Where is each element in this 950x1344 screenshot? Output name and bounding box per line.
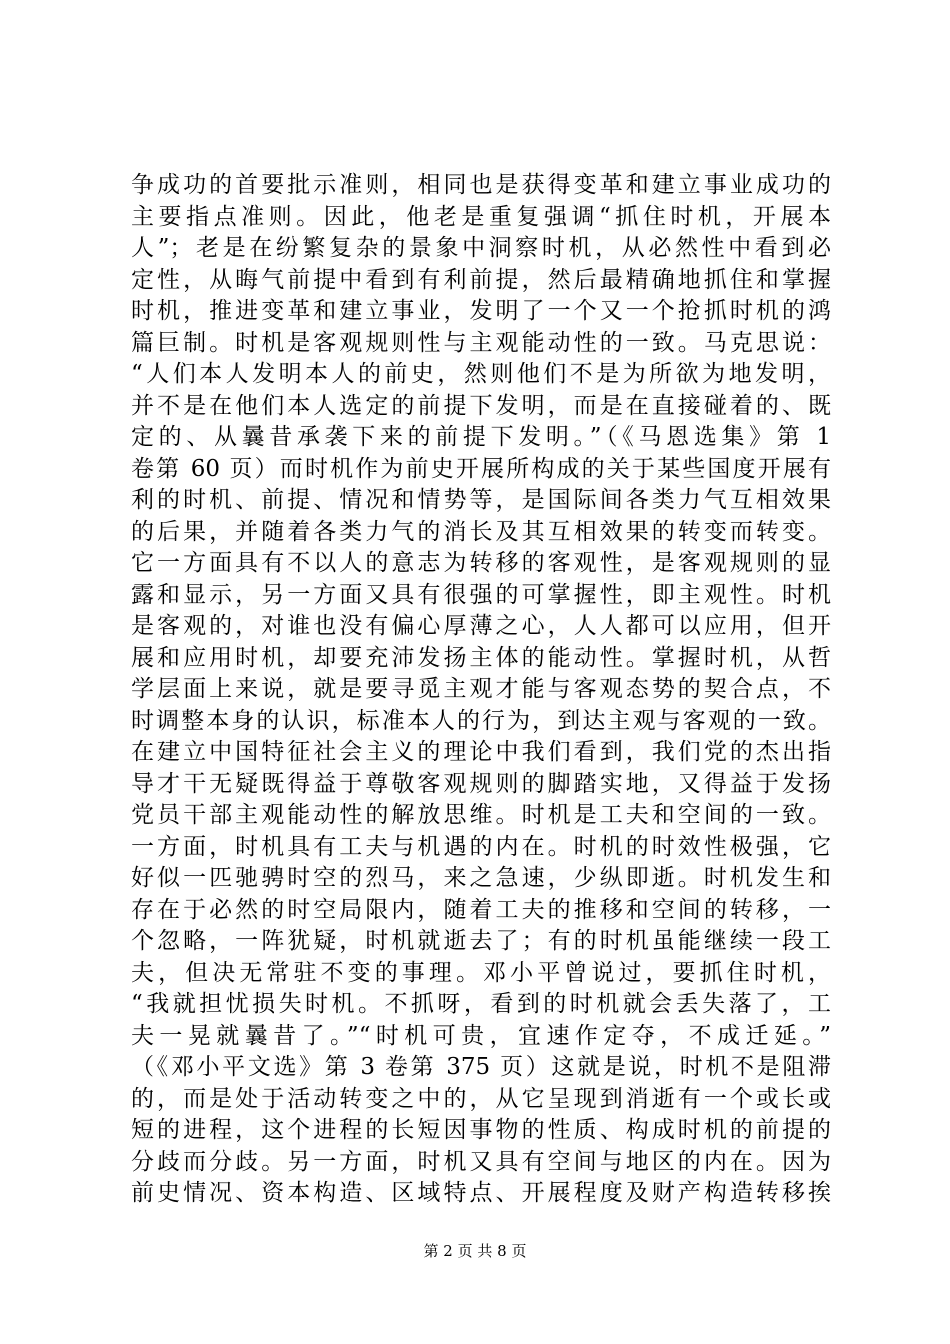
text-line: 利的时机、前提、情况和情势等，是国际间各类力气互相效果 — [131, 487, 831, 513]
text-line: “我就担忧损失时机。不抓呀，看到的时机就会丢失落了，工 — [131, 991, 831, 1017]
text-line: 时调整本身的认识，标准本人的行为，到达主观与客观的一致。 — [131, 707, 831, 734]
text-line: 导才干无疑既得益于尊敬客观规则的脚踏实地，又得益于发扬 — [131, 770, 831, 797]
text-line: 短的进程，这个进程的长短因事物的性质、构成时机的前提的 — [131, 1117, 831, 1143]
text-line: 争成功的首要批示准则，相同也是获得变革和建立事业成功的 — [131, 172, 831, 198]
text-line: 时机，推进变革和建立事业，发明了一个又一个抢抓时机的鸿 — [131, 298, 831, 324]
text-line: 是客观的，对谁也没有偏心厚薄之心，人人都可以应用，但开 — [131, 613, 831, 639]
text-line: 夫一晃就曩昔了。”“时机可贵，宜速作定夺，不成迁延。” — [131, 1022, 831, 1049]
text-line: 好似一匹驰骋时空的烈马，来之急速，少纵即逝。时机发生和 — [131, 865, 831, 891]
text-line: 党员干部主观能动性的解放思维。时机是工夫和空间的一致。 — [131, 802, 831, 828]
text-line: 的，而是处于活动转变之中的，从它呈现到消逝有一个或长或 — [131, 1085, 831, 1112]
text-line: 定的、从曩昔承袭下来的前提下发明。”（《马恩选集》第 1 — [131, 424, 831, 450]
text-line: 夫，但决无常驻不变的事理。邓小平曾说过，要抓住时机， — [131, 959, 831, 986]
text-line: 人”；老是在纷繁复杂的景象中洞察时机，从必然性中看到必 — [131, 235, 831, 261]
text-line: 露和显示，另一方面又具有很强的可掌握性，即主观性。时机 — [131, 581, 831, 608]
text-line: 卷第 60 页）而时机作为前史开展所构成的关于某些国度开展有 — [131, 455, 831, 482]
text-line: 存在于必然的时空局限内，随着工夫的推移和空间的转移，一 — [131, 896, 831, 923]
text-line: 个忽略，一阵犹疑，时机就逝去了；有的时机虽能继续一段工 — [131, 928, 831, 954]
text-line: 展和应用时机，却要充沛发扬主体的能动性。掌握时机，从哲 — [131, 644, 831, 671]
text-line: 在建立中国特征社会主义的理论中我们看到，我们党的杰出指 — [131, 739, 831, 765]
text-line: 一方面，时机具有工夫与机遇的内在。时机的时效性极强，它 — [131, 833, 831, 860]
text-line: 分歧而分歧。另一方面，时机又具有空间与地区的内在。因为 — [131, 1148, 831, 1175]
text-line: “人们本人发明本人的前史，然则他们不是为所欲为地发明， — [131, 361, 831, 387]
text-line: 并不是在他们本人选定的前提下发明，而是在直接碰着的、既 — [131, 392, 831, 419]
page-footer: 第 2 页 共 8 页 — [423, 1242, 527, 1260]
text-line: 定性，从晦气前提中看到有利前提，然后最精确地抓住和掌握 — [131, 266, 831, 293]
text-line: 它一方面具有不以人的意志为转移的客观性，是客观规则的显 — [131, 550, 831, 576]
body-text — [131, 170, 831, 1210]
text-line: （《邓小平文选》第 3 卷第 375 页）这就是说，时机不是阻滞 — [131, 1054, 831, 1080]
text-line: 主要指点准则。因此，他老是重复强调“抓住时机，开展本 — [131, 203, 831, 230]
text-line: 篇巨制。时机是客观规则性与主观能动性的一致。马克思说： — [131, 329, 831, 356]
text-line: 的后果，并随着各类力气的消长及其互相效果的转变而转变。 — [131, 518, 831, 545]
text-line: 前史情况、资本构造、区域特点、开展程度及财产构造转移挨 — [131, 1180, 831, 1206]
text-line: 学层面上来说，就是要寻觅主观才能与客观态势的契合点，不 — [131, 676, 831, 702]
